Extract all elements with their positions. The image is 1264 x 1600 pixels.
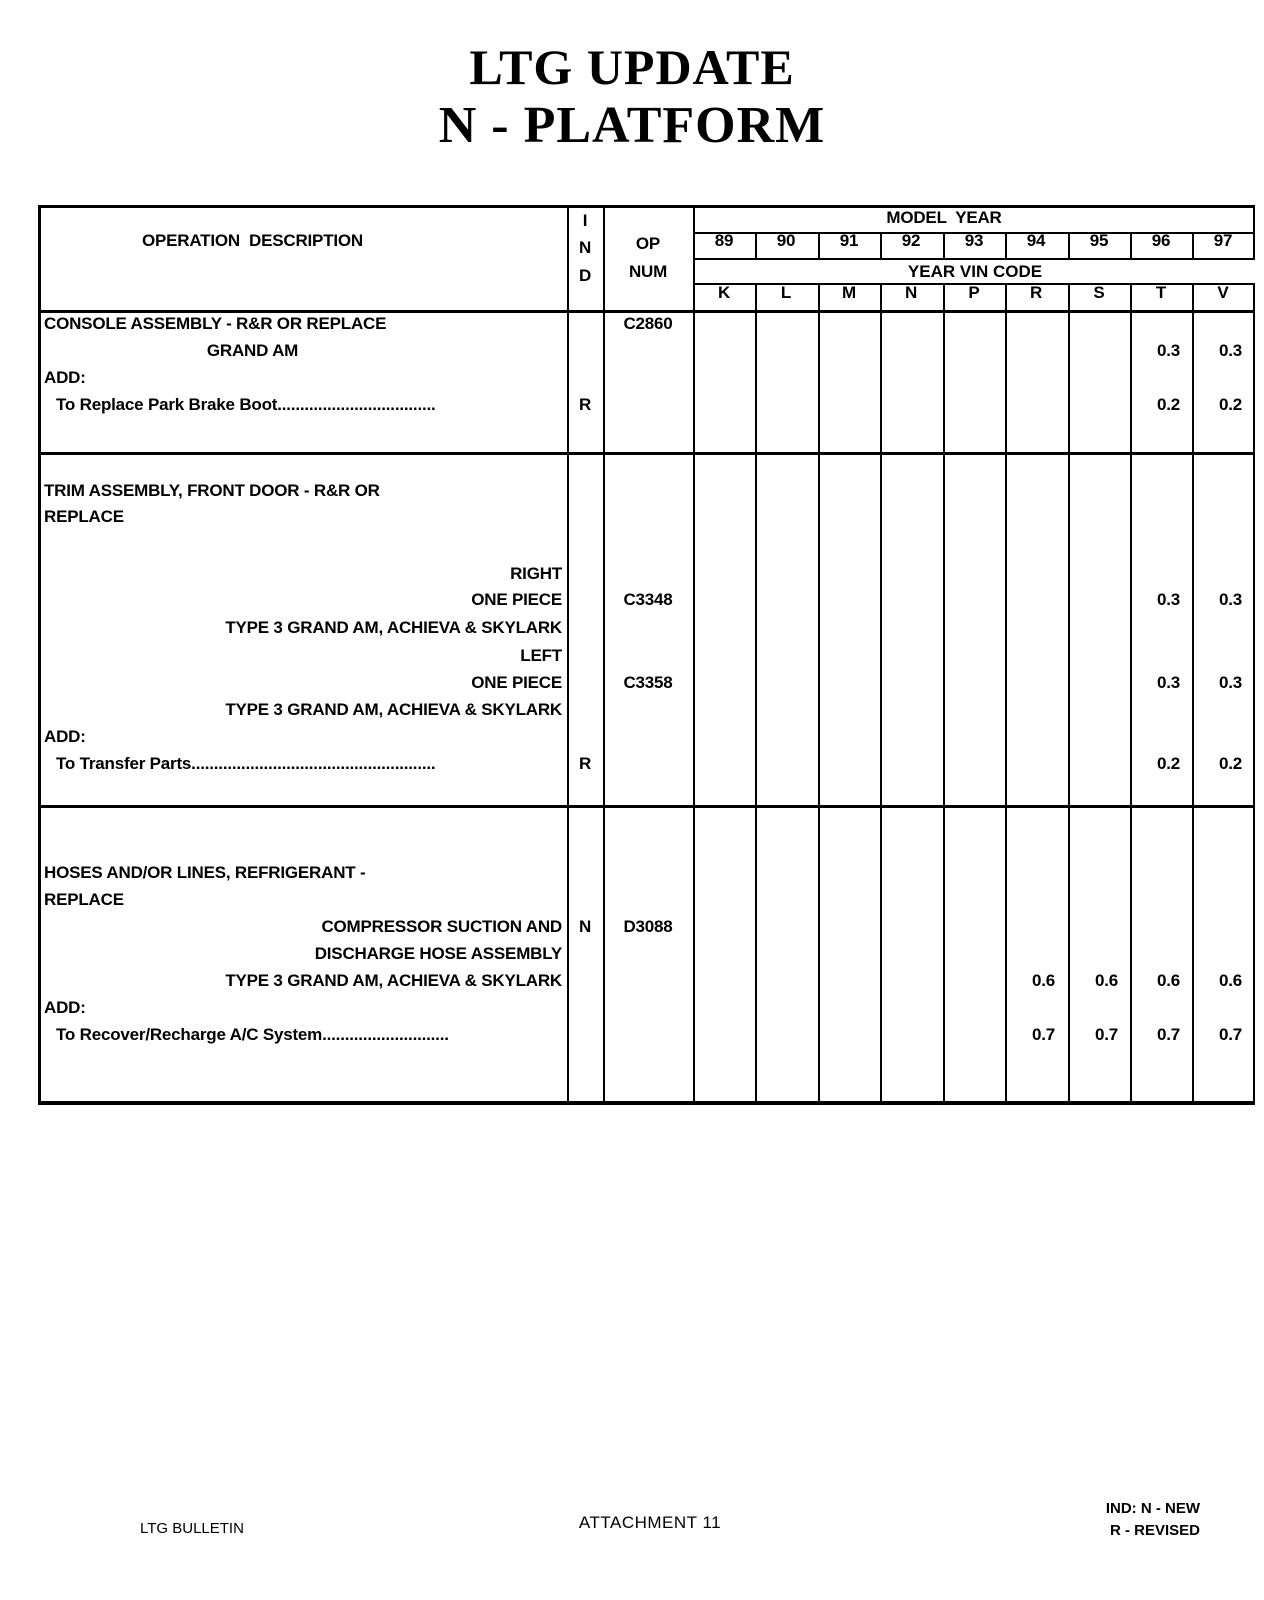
- year-header-93: 93: [964, 231, 984, 250]
- vin-code-K: K: [717, 283, 731, 302]
- col-line-op-years: [693, 205, 695, 1105]
- year-header-89: 89: [714, 231, 734, 250]
- col-line-desc-ind: [567, 205, 569, 1105]
- row-desc: COMPRESSOR SUCTION AND: [321, 917, 562, 936]
- document-subtitle: N - PLATFORM: [438, 97, 826, 154]
- op-num-header: OP: [635, 234, 661, 253]
- ind-cell: R: [578, 754, 592, 773]
- row-desc: ADD:: [44, 368, 86, 387]
- vin-code-M: M: [842, 283, 856, 302]
- row-desc: LEFT: [520, 646, 562, 665]
- year-col-line: [943, 232, 945, 1105]
- table-border-bottom: [38, 1101, 1255, 1105]
- year-header-90: 90: [776, 231, 796, 250]
- vin-code-N: N: [904, 283, 918, 302]
- value-cell-97: 0.2: [1218, 754, 1242, 773]
- row-desc: ADD:: [44, 727, 86, 746]
- model-year-header: MODEL YEAR: [886, 208, 1002, 227]
- row-desc: REPLACE: [44, 890, 124, 909]
- year-vin-code-band: YEAR VIN CODE: [695, 258, 1255, 285]
- row-desc: ONE PIECE: [471, 673, 562, 692]
- footer-ind-legend-line1: IND: N - NEW: [1105, 1500, 1200, 1517]
- header-bottom-line: [38, 310, 1255, 313]
- row-desc: To Recover/Recharge A/C System............................: [56, 1025, 449, 1044]
- year-header-96: 96: [1151, 231, 1171, 250]
- op-num-cell: D3088: [623, 917, 673, 936]
- row-desc: TRIM ASSEMBLY, FRONT DOOR - R&R OR: [44, 481, 380, 500]
- vin-code-P: P: [968, 283, 980, 302]
- footer-ind-legend-line2: R - REVISED: [1109, 1522, 1200, 1539]
- operation-description-header: OPERATION DESCRIPTION: [141, 231, 364, 250]
- year-col-line: [880, 232, 882, 1105]
- ind-cell: N: [578, 917, 592, 936]
- row-desc: To Replace Park Brake Boot...................................: [56, 395, 436, 414]
- year-header-92: 92: [901, 231, 921, 250]
- vin-code-S: S: [1093, 283, 1105, 302]
- vin-code-R: R: [1029, 283, 1043, 302]
- value-cell-97: 0.6: [1218, 971, 1242, 990]
- ind-header-letter: N: [578, 238, 592, 257]
- row-desc: ADD:: [44, 998, 86, 1017]
- value-cell-97: 0.2: [1218, 395, 1242, 414]
- row-desc: TYPE 3 GRAND AM, ACHIEVA & SKYLARK: [225, 971, 562, 990]
- value-cell-95: 0.6: [1094, 971, 1118, 990]
- value-cell-96: 0.6: [1156, 971, 1180, 990]
- row-desc: GRAND AM: [206, 341, 299, 360]
- year-header-91: 91: [839, 231, 859, 250]
- labor-time-table: [38, 205, 1255, 1105]
- op-num-cell: C3348: [623, 590, 673, 609]
- section-separator: [38, 452, 1255, 455]
- value-cell-96: 0.2: [1156, 395, 1180, 414]
- value-cell-96: 0.3: [1156, 673, 1180, 692]
- year-header-94: 94: [1026, 231, 1046, 250]
- row-desc: ONE PIECE: [471, 590, 562, 609]
- row-desc: CONSOLE ASSEMBLY - R&R OR REPLACE: [44, 314, 387, 333]
- row-desc: RIGHT: [510, 564, 562, 583]
- value-cell-96: 0.7: [1156, 1025, 1180, 1044]
- value-cell-95: 0.7: [1094, 1025, 1118, 1044]
- col-line-ind-op: [603, 205, 605, 1105]
- value-cell-96: 0.3: [1156, 341, 1180, 360]
- ind-header-letter: I: [582, 211, 588, 230]
- document-title: LTG UPDATE: [469, 39, 795, 95]
- footer-attachment-label: ATTACHMENT 11: [578, 1513, 722, 1532]
- year-col-line: [755, 232, 757, 1105]
- year-header-97: 97: [1213, 231, 1233, 250]
- section-separator: [38, 805, 1255, 808]
- value-cell-96: 0.3: [1156, 590, 1180, 609]
- value-cell-97: 0.7: [1218, 1025, 1242, 1044]
- value-cell-97: 0.3: [1218, 341, 1242, 360]
- year-col-line: [818, 232, 820, 1105]
- ind-cell: R: [578, 395, 592, 414]
- op-num-cell: C2860: [623, 314, 673, 333]
- op-num-cell: C3358: [623, 673, 673, 692]
- value-cell-97: 0.3: [1218, 590, 1242, 609]
- vin-code-L: L: [780, 283, 792, 302]
- vin-code-V: V: [1217, 283, 1229, 302]
- row-desc: REPLACE: [44, 507, 124, 526]
- value-cell-94: 0.6: [1031, 971, 1055, 990]
- value-cell-96: 0.2: [1156, 754, 1180, 773]
- ind-header-letter: D: [578, 266, 592, 285]
- vin-code-T: T: [1155, 283, 1167, 302]
- year-header-95: 95: [1089, 231, 1109, 250]
- op-num-header: NUM: [628, 262, 668, 281]
- table-border-right: [1253, 205, 1255, 1105]
- value-cell-94: 0.7: [1031, 1025, 1055, 1044]
- row-desc: TYPE 3 GRAND AM, ACHIEVA & SKYLARK: [225, 618, 562, 637]
- value-cell-97: 0.3: [1218, 673, 1242, 692]
- footer-bulletin-label: LTG BULLETIN: [140, 1520, 244, 1537]
- row-desc: TYPE 3 GRAND AM, ACHIEVA & SKYLARK: [225, 700, 562, 719]
- row-desc: To Transfer Parts......................................................: [56, 754, 436, 773]
- row-desc: HOSES AND/OR LINES, REFRIGERANT -: [44, 863, 366, 882]
- row-desc: DISCHARGE HOSE ASSEMBLY: [314, 944, 562, 963]
